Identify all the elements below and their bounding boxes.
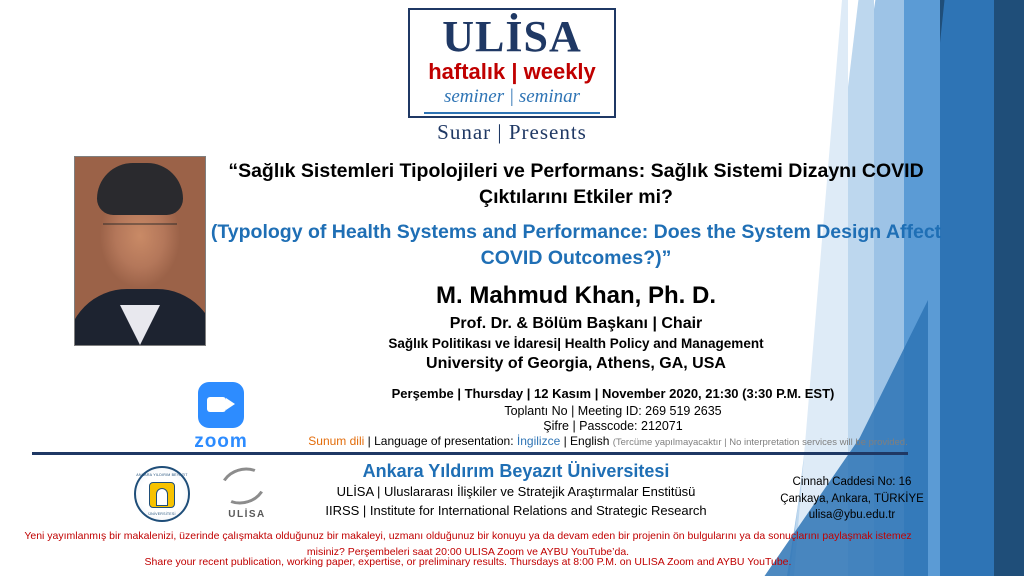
ulisa-logo-wordmark: ULİSA bbox=[442, 12, 582, 61]
ulisa-mark-label: ULİSA bbox=[228, 509, 266, 520]
contact-email[interactable]: ulisa@ybu.edu.tr bbox=[808, 509, 896, 522]
ulisa-logo-seminar: seminer | seminar bbox=[443, 86, 581, 108]
zoom-wordmark: zoom bbox=[194, 431, 248, 452]
footer-university-name: Ankara Yıldırım Beyazıt Üniversitesi bbox=[362, 461, 670, 481]
contact-city: Çankaya, Ankara, TÜRKİYE bbox=[780, 492, 924, 505]
aybu-seal-logo bbox=[134, 466, 190, 522]
speaker-department: Sağlık Politikası ve İdaresi| Health Policy and Management bbox=[388, 336, 764, 351]
speaker-role: Prof. Dr. & Bölüm Başkanı | Chair bbox=[449, 315, 703, 332]
promo-english: Share your recent publication, working paper, expertise, or preliminary results. Thursdays at 8:00 P.M. on ULISA Zoom and AYBU YouTube. bbox=[144, 556, 792, 568]
aybu-seal-bottom-text: ÜNİVERSİTESİ bbox=[148, 512, 176, 516]
promo-turkish-line-2: misiniz? Perşembeleri saat 20:00 ULISA Zoom ve AYBU YouTube’da. bbox=[306, 545, 630, 558]
talk-title-english: (Typology of Health Systems and Performance: Does the System Design Affect COVID Outcomes?)” bbox=[210, 221, 942, 270]
ulisa-logo-weekly: haftalık | weekly bbox=[428, 59, 596, 85]
contact-block bbox=[752, 474, 952, 524]
meeting-passcode: Şifre | Passcode: 212071 bbox=[543, 419, 683, 433]
footer-institute-english: IIRSS | Institute for International Relations and Strategic Research bbox=[325, 503, 707, 518]
aybu-seal-arch bbox=[156, 488, 168, 506]
horizontal-divider bbox=[32, 452, 908, 455]
photo-glasses bbox=[103, 223, 177, 239]
language-note: (Tercüme yapılmayacaktır | No interpretation services will be provided. bbox=[612, 437, 908, 448]
ulisa-mark-swirl-icon bbox=[216, 462, 271, 510]
speaker-name: M. Mahmud Khan, Ph. D. bbox=[436, 282, 716, 309]
aybu-seal-top-text: ANKARA YILDIRIM BEYAZIT bbox=[136, 473, 188, 477]
speaker-photo bbox=[74, 156, 206, 346]
promo-turkish-line-1: Yeni yayımlanmış bir makalenizi, üzerinde çalışmakta olduğunuz bir makaleyi, uzmanı olduğunuz bir konuyu ya da devam eden bir projenin ön bulgularını ya da sonuçlarını paylaşmak istemez bbox=[24, 530, 912, 542]
zoom-logo bbox=[182, 382, 260, 453]
language-line bbox=[258, 434, 958, 448]
ulisa-logo bbox=[408, 8, 616, 118]
photo-hair bbox=[97, 163, 183, 215]
meeting-datetime: Perşembe | Thursday | 12 Kasım | November 2020, 21:30 (3:30 P.M. EST) bbox=[391, 386, 835, 401]
presents-label: Sunar | Presents bbox=[437, 120, 587, 144]
ulisa-logo-rule bbox=[424, 112, 599, 114]
speaker-university: University of Georgia, Athens, GA, USA bbox=[426, 355, 726, 372]
language-separator-2: | English bbox=[560, 434, 613, 448]
language-separator-1: | Language of presentation: bbox=[364, 434, 517, 448]
video-camera-icon bbox=[198, 382, 244, 428]
footer-institute-turkish: ULİSA | Uluslararası İlişkiler ve Stratejik Araştırmalar Enstitüsü bbox=[336, 484, 696, 499]
language-label-turkish: Sunum dili bbox=[308, 434, 365, 448]
meeting-id: Toplantı No | Meeting ID: 269 519 2635 bbox=[504, 404, 722, 418]
ulisa-mark-logo bbox=[212, 466, 282, 522]
language-value-turkish: İngilizce bbox=[516, 434, 561, 448]
contact-address: Cinnah Caddesi No: 16 bbox=[792, 476, 912, 488]
talk-title-turkish: “Sağlık Sistemleri Tipolojileri ve Performans: Sağlık Sistemi Dizaynı COVID Çıktılarını Etkiler mi? bbox=[228, 160, 924, 209]
